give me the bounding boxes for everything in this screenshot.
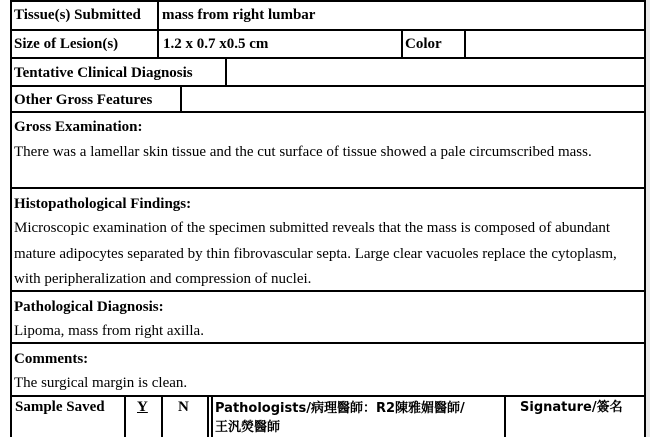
row1-bottom-border xyxy=(10,29,646,31)
pathologists-line2: 王汎熒醫師 xyxy=(215,420,281,435)
row3-bottom-border xyxy=(10,85,646,87)
tissue-submitted-label: Tissue(s) Submitted xyxy=(14,7,141,23)
pathological-diagnosis-text: Lipoma, mass from right axilla. xyxy=(14,323,204,339)
frame-left-border xyxy=(10,0,12,437)
row4-bottom-border xyxy=(10,111,646,113)
gross-bottom-border xyxy=(10,187,646,189)
footer-divider-b xyxy=(161,395,163,437)
footer-divider-d xyxy=(211,395,213,437)
row4-divider xyxy=(180,85,182,111)
row2-divider-c xyxy=(464,29,466,58)
size-of-lesion-label: Size of Lesion(s) xyxy=(14,36,119,52)
signature-label: Signature/簽名 xyxy=(520,400,623,415)
tissue-submitted-value: mass from right lumbar xyxy=(162,7,316,23)
frame-top-border xyxy=(10,0,646,2)
row2-divider-a xyxy=(157,29,159,58)
other-gross-features-label: Other Gross Features xyxy=(14,92,153,108)
histopathological-text: Microscopic examination of the specimen submitted reveals that the mass is composed of abundant mature adipocytes separated by thin fibrovascular septa. Large clear vacuoles replace the cytoplasm, with peripheralization and compression of nuclei. xyxy=(14,220,617,287)
pathologists-line1: Pathologists/病理醫師：R2陳雅媚醫師/ xyxy=(215,401,465,416)
gross-examination-text: There was a lamellar skin tissue and the cut surface of tissue showed a pale circumscribed mass. xyxy=(14,144,592,160)
size-of-lesion-value: 1.2 x 0.7 x0.5 cm xyxy=(163,36,269,52)
sample-saved-no: N xyxy=(178,399,189,415)
tentative-diagnosis-label: Tentative Clinical Diagnosis xyxy=(14,65,193,81)
row1-divider xyxy=(157,0,159,30)
gross-examination-heading: Gross Examination: xyxy=(14,119,143,135)
comments-bottom-border xyxy=(10,395,646,397)
sample-saved-label: Sample Saved xyxy=(15,399,105,415)
row2-bottom-border xyxy=(10,57,646,59)
row3-divider xyxy=(225,57,227,86)
comments-text: The surgical margin is clean. xyxy=(14,375,188,391)
frame-right-border xyxy=(644,0,646,437)
sample-saved-yes: Y xyxy=(137,399,148,415)
color-label: Color xyxy=(405,36,442,52)
row2-divider-b xyxy=(401,29,403,58)
histo-bottom-border xyxy=(10,290,646,292)
histopathological-heading: Histopathological Findings: xyxy=(14,196,192,212)
footer-divider-a xyxy=(124,395,126,437)
page-edge xyxy=(646,0,650,437)
comments-heading: Comments: xyxy=(14,351,89,367)
diagnosis-bottom-border xyxy=(10,342,646,344)
footer-divider-c xyxy=(207,395,209,437)
footer-divider-e xyxy=(504,395,506,437)
pathological-diagnosis-heading: Pathological Diagnosis: xyxy=(14,299,164,315)
